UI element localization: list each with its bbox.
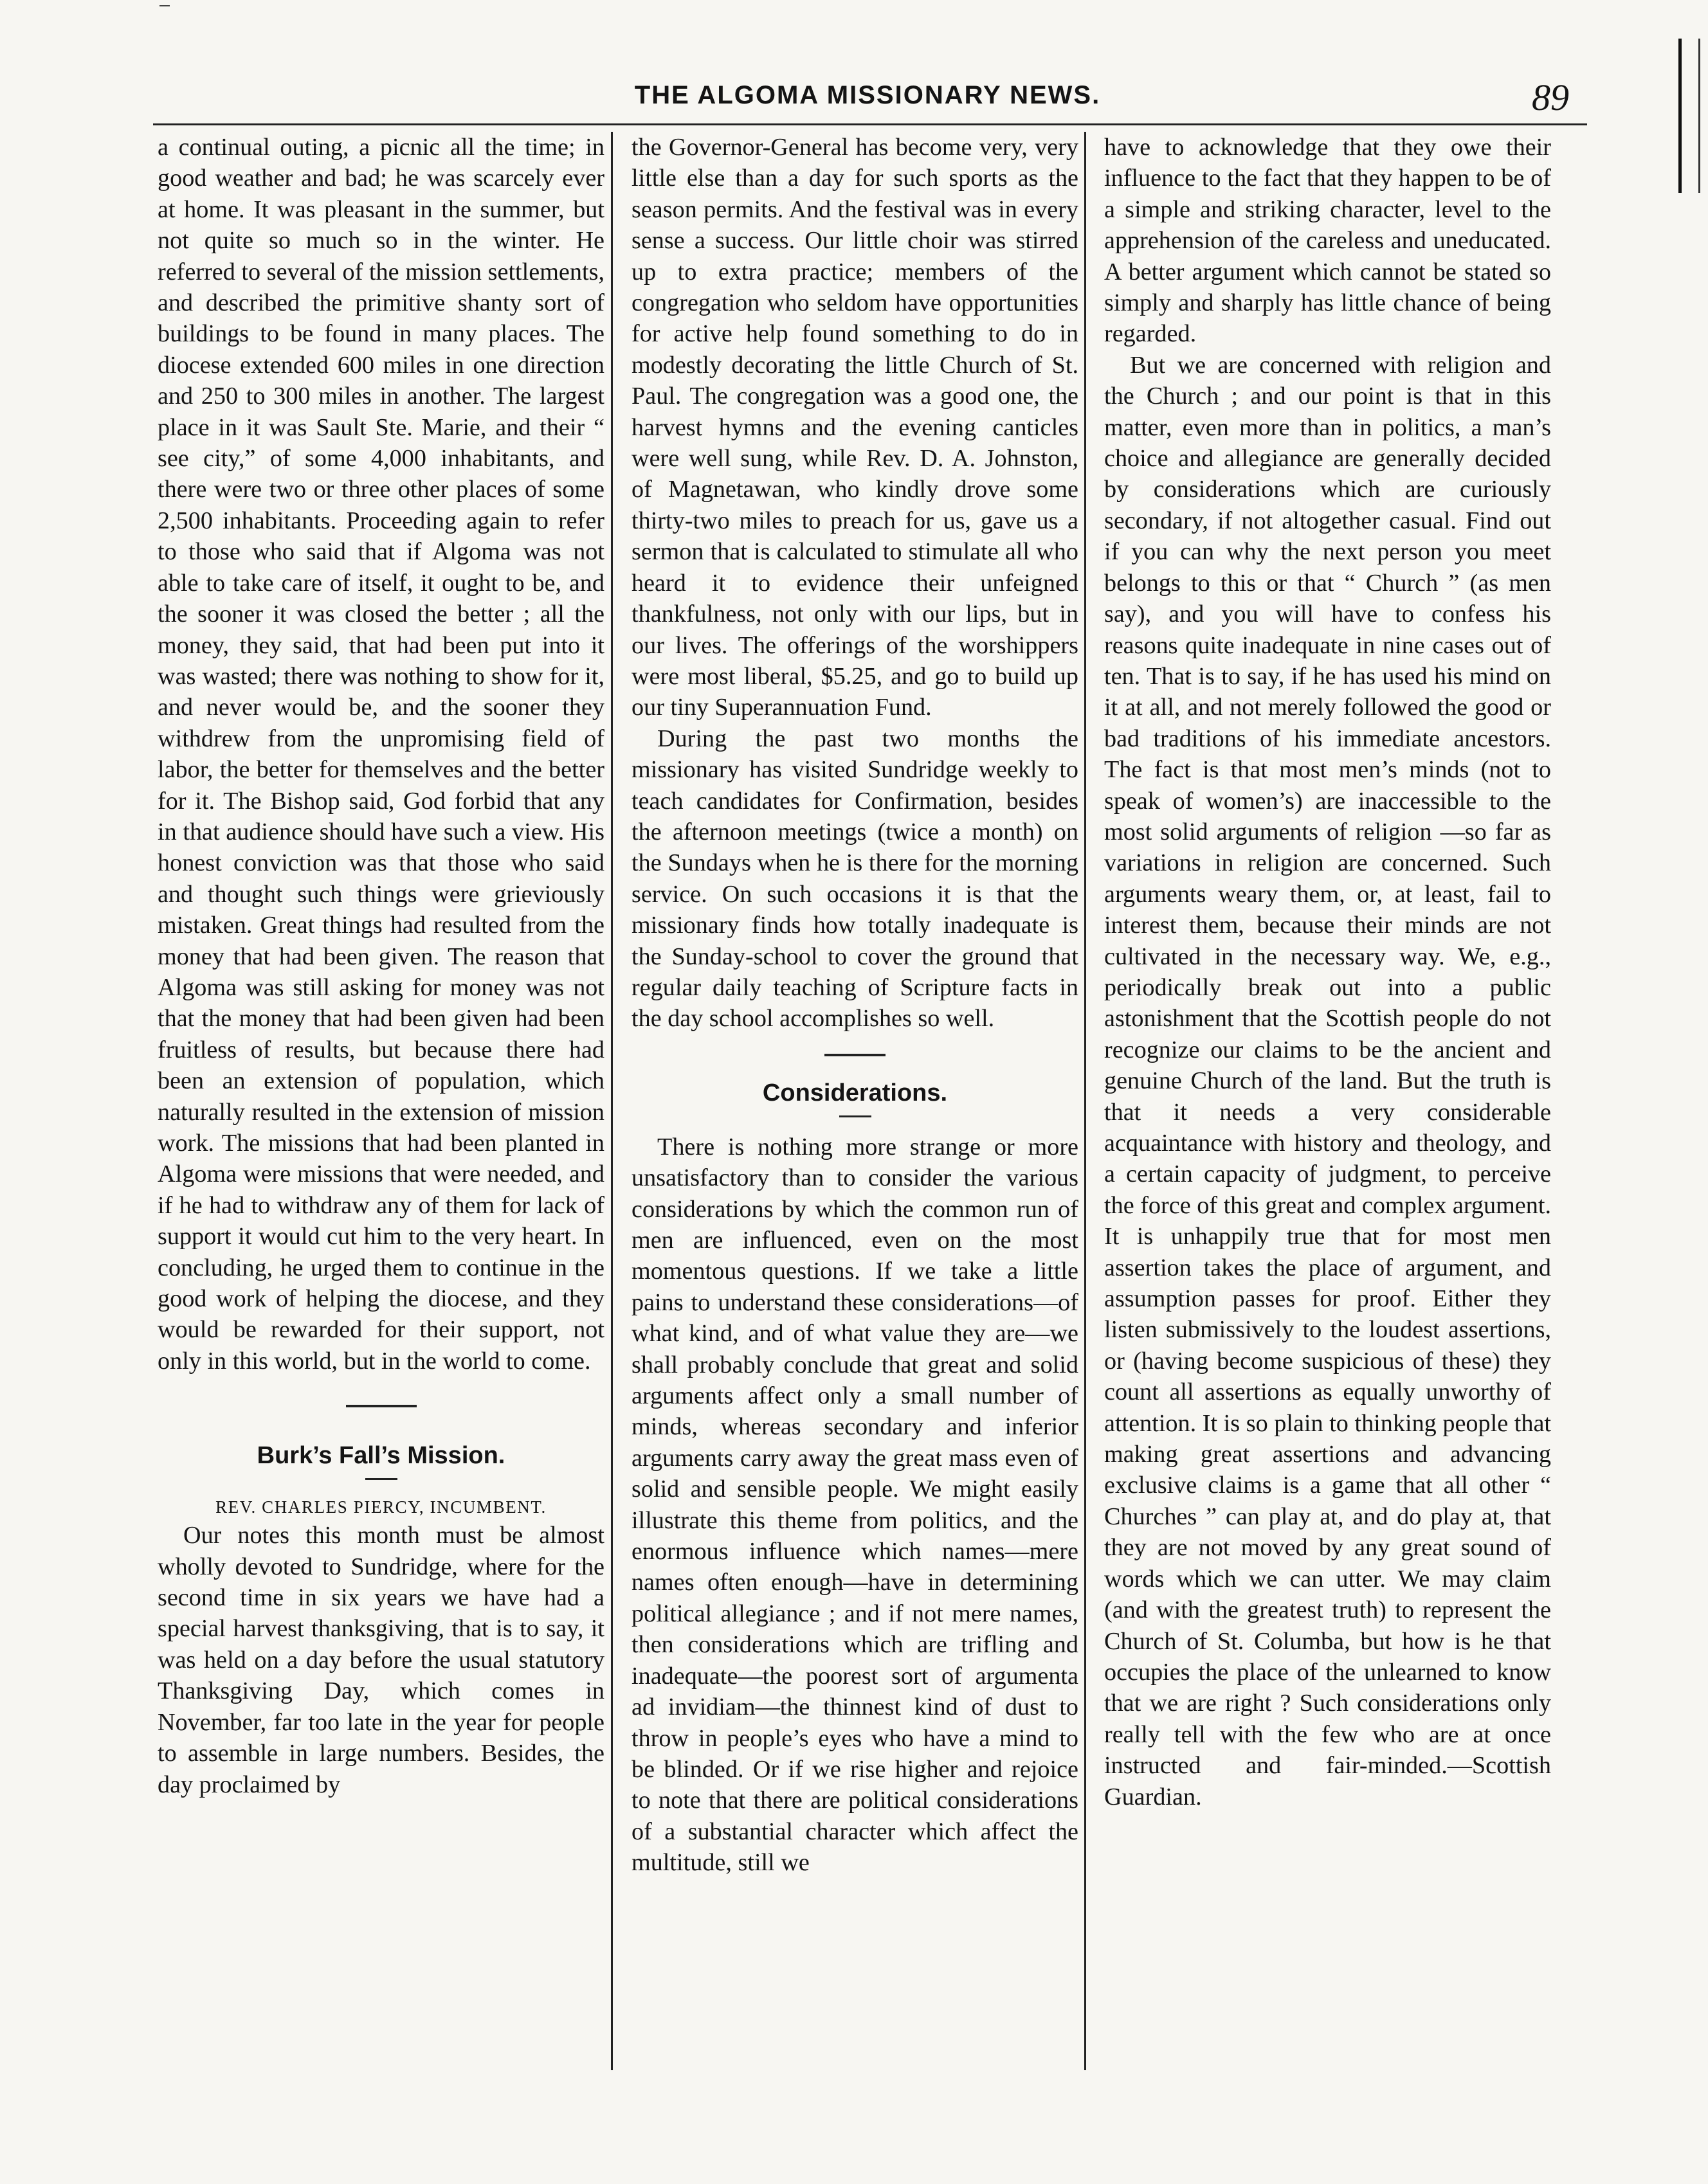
article-paragraph: have to acknowledge that they owe their influence to the fact that they happen to be of a simple and striking character, level to the apprehension of the careless and uneducated. A better argument which cannot be stated so simply and sharply has little chance of being regarded. — [1104, 134, 1551, 348]
scan-mark — [159, 5, 170, 6]
column-3 — [1104, 132, 1551, 1812]
article-paragraph: But we are concerned with religion and the Church ; and our point is that in this matter, even more than in politics, a man’s choice and allegiance are generally decided by considerations which are curiously secondary, if not altogether casual. Find out if you can why the next person you meet belongs to this or that “ Church ” (as men say), and you will have to confess his reasons quite inadequate in nine cases out of ten. That is to say, if he has used his mind on it at all, and not merely followed the good or bad traditions of his immediate ancestors. The fact is that most men’s minds (not to speak of women’s) are inaccessible to the most solid arguments of religion —so far as variations in religion are concerned. Such arguments weary them, or, at least, fail to interest them, because their minds are not cultivated in the necessary way. We, e.g., periodically break out into a public astonishment that the Scottish people do not recognize our claims to be the ancient and genuine Church of the land. But the truth is that it needs a very considerable acquaintance with history and theology, and a certain capacity of judgment, to perceive the force of this great and complex argument. It is unhappily true that for most men assertion takes the place of argument, and assumption passes for proof. Either they listen submissively to the loudest assertions, or (having become suspicious of these) they count all assertions as equally unworthy of attention. It is so plain to thinking people that making great assertions and advancing exclusive claims is a game that all other “ Churches ” can play at, and do play at, that they are not moved by any great sound of words which we can utter. We may claim (and with the greatest truth) to represent the Church of St. Columba, but how is he that occupies the place of the unlearned to know that we are right ? Such considerations only really tell with the few who are at once instructed and fair-minded.—Scottish Guardian. — [1104, 351, 1551, 1810]
article-paragraph: Our notes this month must be almost wholly devoted to Sundridge, where for the second time in six years we have had a special harvest thanksgiving, that is to say, it was held on a day before the usual statutory Thanksgiving Day, which comes in November, far too late in the year for people to assemble in large numbers. Besides, the day proclaimed by — [158, 1522, 604, 1798]
column-2 — [631, 132, 1078, 1879]
column-1 — [158, 132, 604, 1800]
column-rule — [1084, 132, 1086, 2070]
article-paragraph: the Governor-General has become very, very little else than a day for such sports as the season permits. And the festival was in every sense a success. Our little choir was stirred up to extra practice; members of the congregation who seldom have opportunities for active help found something to do in modestly decorating the little Church of St. Paul. The congregation was a good one, the harvest hymns and the evening canticles were well sung, while Rev. D. A. Johnston, of Magnetawan, who kindly drove some thirty-two miles to preach for us, gave us a sermon that is calculated to stimulate all who heard it to evidence their unfeigned thankfulness, not only with our lips, but in our lives. The offerings of the worshippers were most liberal, $5.25, and go to build up our tiny Superannuation Fund. — [631, 134, 1078, 721]
header-rule — [153, 123, 1587, 125]
section-divider — [824, 1054, 886, 1056]
binding-edge-mark — [1678, 39, 1700, 193]
column-rule — [611, 132, 613, 2070]
article-paragraph: There is nothing more strange or more unsatisfactory than to consider the various considerations by which the common run of men are influenced, even on the most momentous questions. If we take a little pains to understand these considerations—of what kind, and of what value they are—we shall probably conclude that great and solid arguments affect only a small number of minds, whereas secondary and inferior arguments carry away the great mass even of solid and sensible people. We might easily illustrate this theme from politics, and the enormous influence which names—mere names often enough—have in determining political allegiance ; and if not mere names, then considerations which are trifling and inadequate—the poorest sort of argumenta ad invidiam—the thinnest kind of dust to throw in people’s eyes who have a mind to be blinded. Or if we rise higher and rejoice to note that there are political considerations of a substantial character which affect the multitude, still we — [631, 1133, 1078, 1877]
page-number: 89 — [1532, 77, 1569, 118]
article-paragraph: a continual outing, a picnic all the time; in good weather and bad; he was scarcely ever at home. It was pleasant in the summer, but not quite so much so in the winter. He referred to several of the mission settlements, and described the primitive shanty sort of buildings to be found in many places. The diocese extended 600 miles in one direction and 250 to 300 miles in another. The largest place in it was Sault Ste. Marie, and their “ see city,” of some 4,000 inhabitants, and there were two or three other places of some 2,500 inhabitants. Proceeding again to refer to those who said that if Algoma was not able to take care of itself, it ought to be, and the sooner it was closed the better ; all the money, they said, that had been put into it was wasted; there was nothing to show for it, and never would be, and the sooner they withdrew from the unpromising field of labor, the better for themselves and the better for it. The Bishop said, God forbid that any in that audience should have such a view. His honest conviction was that those who said and thought such things were grieviously mistaken. Great things had resulted from the money that had been given. The reason that Algoma was still asking for money was not that the money that had been given had been fruitless of results, but because there had been an extension of population, which naturally resulted in the extension of mission work. The missions that had been planted in Algoma were missions that were needed, and if he had to withdraw any of them for lack of support it would cut him to the very heart. In concluding, he urged them to continue in the good work of helping the diocese, and they would be rewarded for their support, not only in this world, but in the world to come. — [158, 134, 604, 1375]
section-heading: Considerations. — [762, 1079, 948, 1106]
publication-title: THE ALGOMA MISSIONARY NEWS. — [634, 81, 1101, 109]
section-heading: Burk’s Fall’s Mission. — [257, 1442, 505, 1470]
article-paragraph: During the past two months the missionary has visited Sundridge weekly to teach candidates for Confirmation, besides the afternoon meetings (twice a month) on the Sundays when he is there for the morning service. On such occasions it is that the missionary finds how totally inadequate is the Sunday-school to cover the ground that regular daily teaching of Scripture facts in the day school accomplishes so well. — [631, 725, 1078, 1033]
heading-dash — [839, 1115, 871, 1117]
byline: REV. CHARLES PIERCY, INCUMBENT. — [215, 1497, 547, 1517]
heading-dash — [365, 1478, 397, 1480]
running-head — [153, 77, 1582, 126]
section-divider — [346, 1405, 417, 1407]
